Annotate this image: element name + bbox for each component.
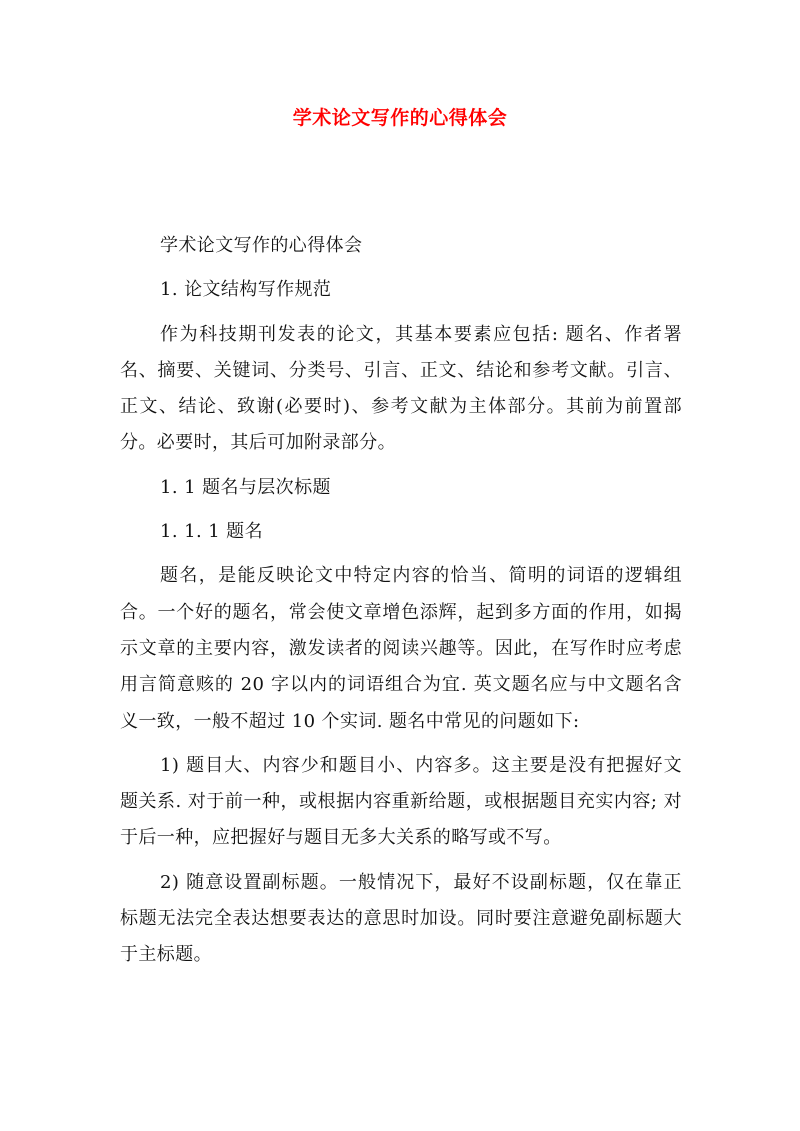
subsubsection-heading: 1. 1. 1 题名 bbox=[160, 521, 263, 543]
list-item-paragraph: 1) 题目大、内容少和题目小、内容多。这主要是没有把握好文题关系. 对于前一种，或根据内容重新给题，或根据题目充实内容; 对于后一种，应把握好与题目无多大关系的略写或不写。 bbox=[120, 754, 682, 849]
body-paragraph: 题名，是能反映论文中特定内容的恰当、简明的词语的逻辑组合。一个好的题名，常会使文章增色添辉，起到多方面的作用，如揭示文章的主要内容，激发读者的阅读兴趣等。因此，在写作时应考虑用言简意赅的 20 字以内的词语组合为宜. 英文题名应与中文题名含义一致，一般不超过 10 个实词. 题名中常见的问题如下: bbox=[120, 565, 682, 732]
section-heading: 1. 论文结构写作规范 bbox=[160, 279, 332, 301]
subsection-heading: 1. 1 题名与层次标题 bbox=[160, 476, 331, 498]
document-title: 学术论文写作的心得体会 bbox=[292, 107, 508, 129]
body-paragraph: 作为科技期刊发表的论文，其基本要素应包括: 题名、作者署名、摘要、关键词、分类号、引言、正文、结论和参考文献。引言、正文、结论、致谢(必要时)、参考文献为主体部分。其前为前置部分。必要时，其后可加附录部分。 bbox=[120, 323, 682, 454]
document-body bbox=[120, 228, 682, 974]
body-heading: 学术论文写作的心得体会 bbox=[160, 235, 363, 256]
list-item-paragraph: 2) 随意设置副标题。一般情况下，最好不设副标题，仅在靠正标题无法完全表达想要表达的意思时加设。同时要注意避免副标题大于主标题。 bbox=[120, 871, 682, 966]
